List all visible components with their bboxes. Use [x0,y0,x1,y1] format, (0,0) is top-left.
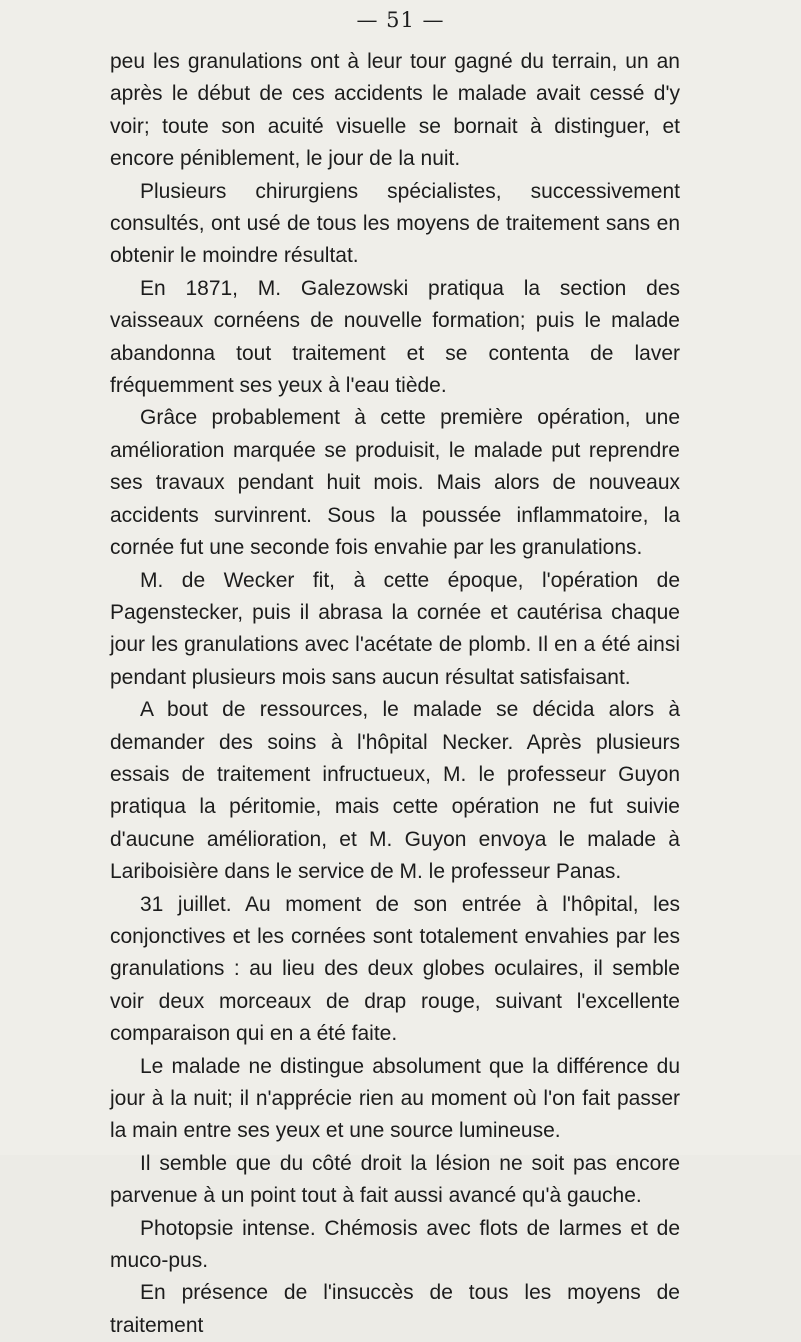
page-number: — 51 — [356,8,445,32]
paragraph-2: Plusieurs chirurgiens spécialistes, successivement consultés, ont usé de tous les moyens de traitement sans en obtenir le moindre résultat. [110,179,680,268]
paragraph-4: Grâce probablement à cette première opération, une amélioration marquée se produisit, le malade put reprendre ses travaux pendant huit mois. Mais alors de nouveaux accidents survinrent. Sous la poussée inflammatoire, la cornée fut une seconde fois envahie par les granulations. [110,406,680,560]
paragraph-8: Le malade ne distingue absolument que la différence du jour à la nuit; il n'apprécie rien au moment où l'on fait passer la main entre ses yeux et une source lumineuse. [110,1054,680,1143]
paragraph-7: 31 juillet. Au moment de son entrée à l'hôpital, les conjonctives et les cornées sont totalement envahies par les granulations : au lieu des deux globes oculaires, il semble voir deux morceaux de drap rouge, suivant l'excellente comparaison qui en a été faite. [110,892,680,1046]
paragraph-5: M. de Wecker fit, à cette époque, l'opération de Pagenstecker, puis il abrasa la cornée et cautérisa chaque jour les granulations avec l'acétate de plomb. Il en a été ainsi pendant plusieurs mois sans aucun résultat satisfaisant. [110,568,680,689]
paragraph-11: En présence de l'insuccès de tous les moyens de traitement [110,1281,680,1337]
paragraph-10: Photopsie intense. Chémosis avec flots de larmes et de muco-pus. [110,1216,680,1273]
paragraph-6: A bout de ressources, le malade se décida alors à demander des soins à l'hôpital Necker. Après plusieurs essais de traitement infructueux, M. le professeur Guyon pratiqua la péritomie, mais cette opération ne fut suivie d'aucune amélioration, et M. Guyon envoya le malade à Lariboisière dans le service de M. le professeur Panas. [110,698,680,884]
body-text [110,46,680,1342]
paragraph-3: En 1871, M. Galezowski pratiqua la section des vaisseaux cornéens de nouvelle formation; puis le malade abandonna tout traitement et se contenta de laver fréquemment ses yeux à l'eau tiède. [110,276,680,398]
paragraph-1: peu les granulations ont à leur tour gagné du terrain, un an après le début de ces accidents le malade avait cessé d'y voir; toute son acuité visuelle se bornait à distinguer, et encore péniblement, le jour de la nuit. [110,50,680,171]
paragraph-9: Il semble que du côté droit la lésion ne soit pas encore parvenue à un point tout à fait aussi avancé qu'à gauche. [110,1151,680,1208]
